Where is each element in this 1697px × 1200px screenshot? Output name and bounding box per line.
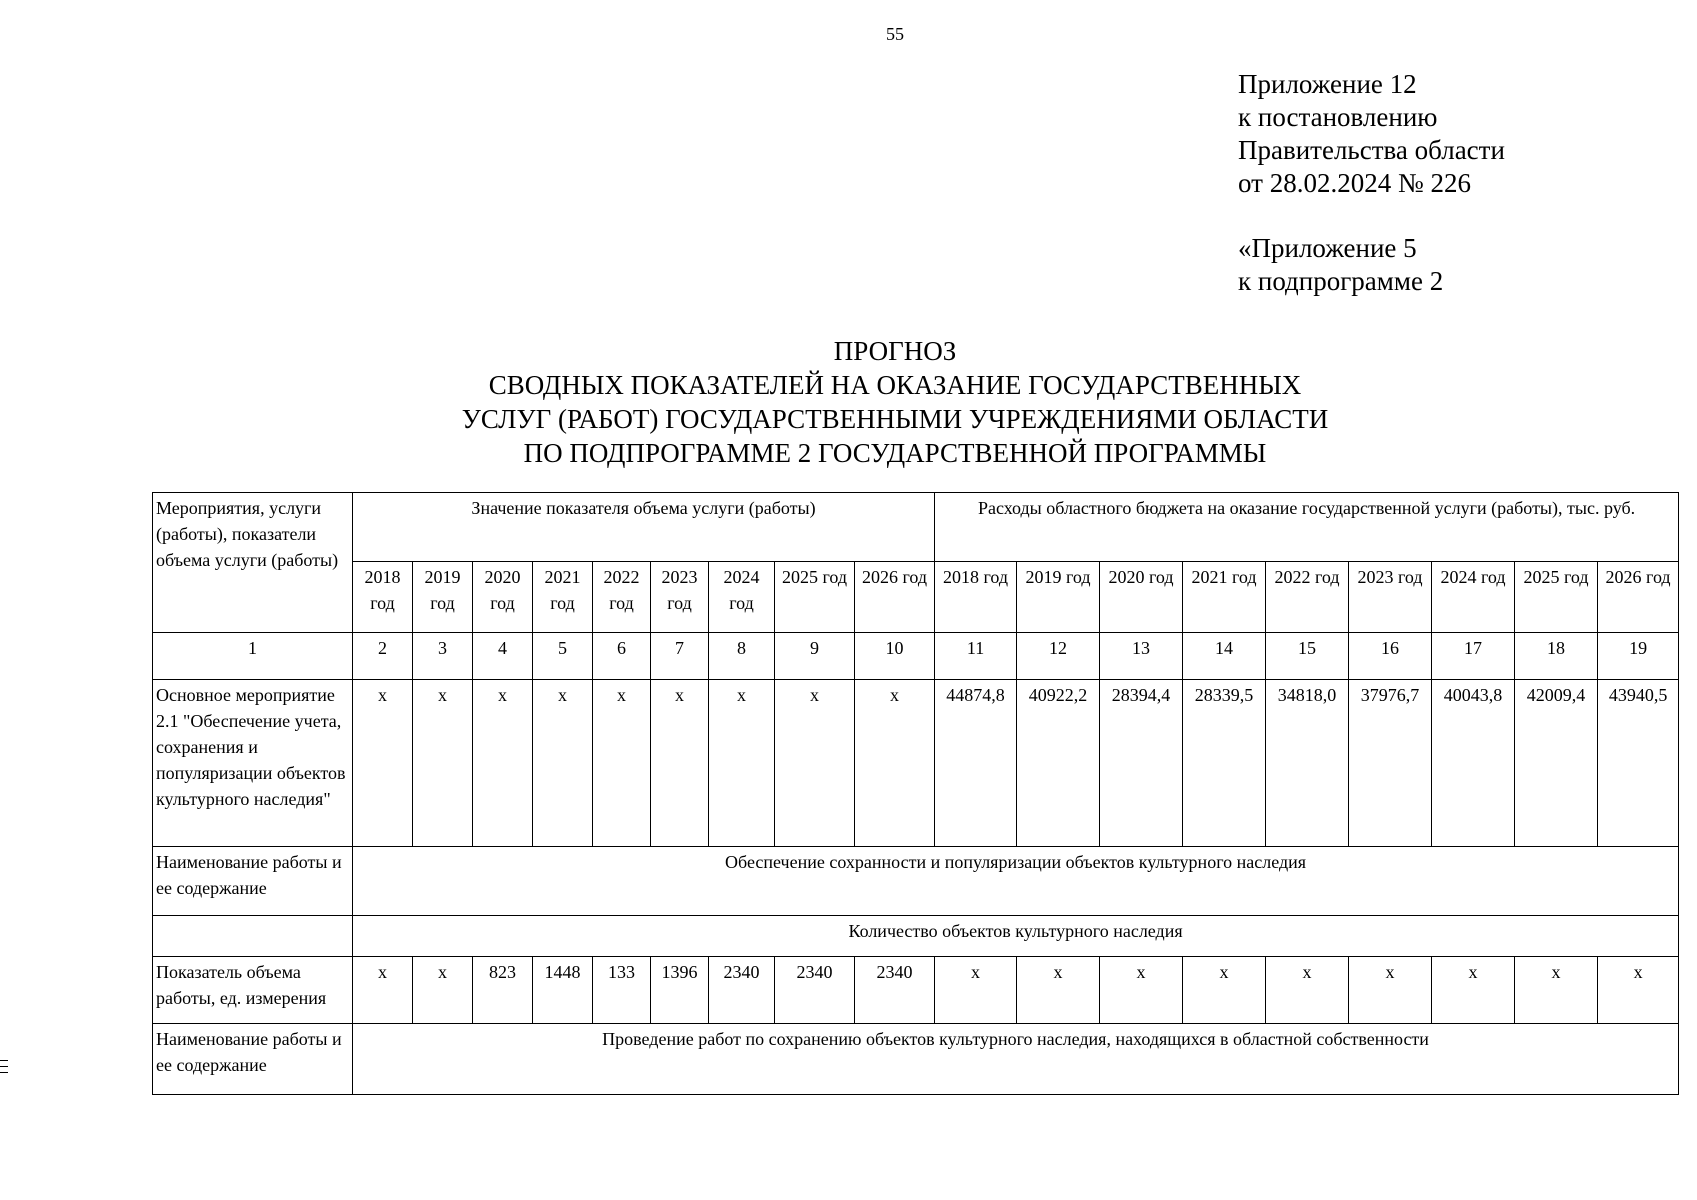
row-label bbox=[153, 916, 353, 957]
scan-edge-marks bbox=[0, 1060, 8, 1078]
table-cell: х bbox=[855, 680, 935, 847]
year-header-text: 2021 bbox=[544, 567, 581, 587]
year-header bbox=[413, 562, 473, 633]
table-cell: х bbox=[353, 680, 413, 847]
year-header: 2025 год bbox=[1515, 562, 1598, 633]
table-cell: 28339,5 bbox=[1183, 680, 1266, 847]
year-header bbox=[353, 562, 413, 633]
year-header: 2021 год bbox=[1183, 562, 1266, 633]
title-line: СВОДНЫХ ПОКАЗАТЕЛЕЙ НА ОКАЗАНИЕ ГОСУДАРСТВЕННЫХ bbox=[488, 370, 1302, 400]
forecast-table bbox=[152, 492, 1679, 1095]
table-cell: 1448 bbox=[533, 957, 593, 1024]
indicator-row bbox=[153, 957, 1679, 1024]
year-header bbox=[533, 562, 593, 633]
table-cell: х bbox=[1515, 957, 1598, 1024]
title-line: ПО ПОДПРОГРАММЕ 2 ГОСУДАРСТВЕННОЙ ПРОГРАММЫ bbox=[523, 438, 1267, 468]
year-header: 2020 год bbox=[1100, 562, 1183, 633]
year-header-text: 2024 bbox=[723, 567, 760, 587]
title-line: УСЛУГ (РАБОТ) ГОСУДАРСТВЕННЫМИ УЧРЕЖДЕНИЯМИ ОБЛАСТИ bbox=[461, 404, 1329, 434]
table-cell: 2340 bbox=[709, 957, 775, 1024]
appendix-subline: «Приложение 5 bbox=[1238, 233, 1417, 263]
appendix-line: к постановлению bbox=[1238, 102, 1438, 132]
col1-header: Мероприятия, услуги (работы), показатели объема услуги (работы) bbox=[153, 493, 353, 633]
column-number: 2 bbox=[353, 633, 413, 680]
work-name-row bbox=[153, 847, 1679, 916]
table-cell: 2340 bbox=[775, 957, 855, 1024]
table-cell: 34818,0 bbox=[1266, 680, 1349, 847]
year-header bbox=[855, 562, 935, 633]
table-cell: 44874,8 bbox=[935, 680, 1017, 847]
year-header: 2024 год bbox=[1432, 562, 1515, 633]
table-cell: х bbox=[1183, 957, 1266, 1024]
column-number: 12 bbox=[1017, 633, 1100, 680]
year-header-text: год bbox=[490, 593, 515, 613]
table-cell: х bbox=[651, 680, 709, 847]
title-line: ПРОГНОЗ bbox=[833, 336, 957, 366]
column-number: 4 bbox=[473, 633, 533, 680]
table-cell: 133 bbox=[593, 957, 651, 1024]
table-cell: 1396 bbox=[651, 957, 709, 1024]
table-cell: х bbox=[709, 680, 775, 847]
column-number: 16 bbox=[1349, 633, 1432, 680]
year-header-text: год bbox=[370, 593, 395, 613]
table-cell: х bbox=[935, 957, 1017, 1024]
table-cell: х bbox=[1349, 957, 1432, 1024]
year-header: 2023 год bbox=[1349, 562, 1432, 633]
years-header-row bbox=[153, 562, 1679, 633]
table-cell: х bbox=[413, 957, 473, 1024]
column-number: 18 bbox=[1515, 633, 1598, 680]
table-cell: 2340 bbox=[855, 957, 935, 1024]
row-label: Показатель объема работы, ед. измерения bbox=[153, 957, 353, 1024]
table-cell: 28394,4 bbox=[1100, 680, 1183, 847]
table-cell: 823 bbox=[473, 957, 533, 1024]
table-cell: 42009,4 bbox=[1515, 680, 1598, 847]
year-header-text: 2025 год bbox=[781, 567, 848, 587]
appendix-line: от 28.02.2024 № 226 bbox=[1238, 168, 1471, 198]
table-cell: х bbox=[533, 680, 593, 847]
table-cell: х bbox=[1017, 957, 1100, 1024]
column-number: 13 bbox=[1100, 633, 1183, 680]
table-cell: х bbox=[593, 680, 651, 847]
column-number: 1 bbox=[153, 633, 353, 680]
year-header: 2022 год bbox=[1266, 562, 1349, 633]
column-number: 5 bbox=[533, 633, 593, 680]
row-label: Наименование работы и ее содержание bbox=[153, 847, 353, 916]
table-cell: х bbox=[353, 957, 413, 1024]
column-number: 17 bbox=[1432, 633, 1515, 680]
year-header-text: год bbox=[550, 593, 575, 613]
column-number: 3 bbox=[413, 633, 473, 680]
column-number: 15 bbox=[1266, 633, 1349, 680]
year-header bbox=[709, 562, 775, 633]
appendix-subline: к подпрограмме 2 bbox=[1238, 266, 1444, 296]
year-header-text: 2023 bbox=[661, 567, 698, 587]
appendix-line: Приложение 12 bbox=[1238, 69, 1417, 99]
page-number: 55 bbox=[886, 24, 904, 44]
table-cell: х bbox=[775, 680, 855, 847]
year-header-text: год bbox=[609, 593, 634, 613]
column-number: 6 bbox=[593, 633, 651, 680]
year-header bbox=[651, 562, 709, 633]
year-header-text: 2019 bbox=[424, 567, 461, 587]
year-header: 2019 год bbox=[1017, 562, 1100, 633]
appendix-line: Правительства области bbox=[1238, 135, 1505, 165]
count-row bbox=[153, 916, 1679, 957]
column-number: 10 bbox=[855, 633, 935, 680]
year-header-text: 2020 bbox=[484, 567, 521, 587]
year-header-text: 2018 bbox=[364, 567, 401, 587]
year-header bbox=[593, 562, 651, 633]
count-content: Количество объектов культурного наследия bbox=[353, 916, 1679, 957]
table-cell: х bbox=[1432, 957, 1515, 1024]
year-header bbox=[473, 562, 533, 633]
table-cell: 37976,7 bbox=[1349, 680, 1432, 847]
group1-header: Значение показателя объема услуги (работы) bbox=[353, 493, 935, 562]
work-content: Проведение работ по сохранению объектов культурного наследия, находящихся в областной собственности bbox=[353, 1024, 1679, 1095]
year-header-text: 2026 год bbox=[861, 567, 928, 587]
column-number: 14 bbox=[1183, 633, 1266, 680]
column-number: 9 bbox=[775, 633, 855, 680]
table-cell: 43940,5 bbox=[1598, 680, 1679, 847]
appendix-block bbox=[1238, 68, 1505, 298]
row-label: Наименование работы и ее содержание bbox=[153, 1024, 353, 1095]
table-cell: х bbox=[1100, 957, 1183, 1024]
year-header bbox=[775, 562, 855, 633]
year-header-text: год bbox=[667, 593, 692, 613]
document-title bbox=[0, 334, 1697, 470]
table-cell: х bbox=[1266, 957, 1349, 1024]
table-cell: х bbox=[413, 680, 473, 847]
column-number: 19 bbox=[1598, 633, 1679, 680]
table-cell: х bbox=[473, 680, 533, 847]
year-header: 2018 год bbox=[935, 562, 1017, 633]
year-header-text: год bbox=[729, 593, 754, 613]
year-header-text: 2022 bbox=[603, 567, 640, 587]
column-number: 8 bbox=[709, 633, 775, 680]
column-number: 7 bbox=[651, 633, 709, 680]
row-label: Основное мероприятие 2.1 "Обеспечение учета, сохранения и популяризации объектов культурного наследия" bbox=[153, 680, 353, 847]
year-header: 2026 год bbox=[1598, 562, 1679, 633]
work-name-row bbox=[153, 1024, 1679, 1095]
column-number: 11 bbox=[935, 633, 1017, 680]
table-cell: 40922,2 bbox=[1017, 680, 1100, 847]
group2-header: Расходы областного бюджета на оказание государственной услуги (работы), тыс. руб. bbox=[935, 493, 1679, 562]
column-numbers-row bbox=[153, 633, 1679, 680]
work-content: Обеспечение сохранности и популяризации объектов культурного наследия bbox=[353, 847, 1679, 916]
table-cell: х bbox=[1598, 957, 1679, 1024]
main-event-row bbox=[153, 680, 1679, 847]
year-header-text: год bbox=[430, 593, 455, 613]
table-cell: 40043,8 bbox=[1432, 680, 1515, 847]
